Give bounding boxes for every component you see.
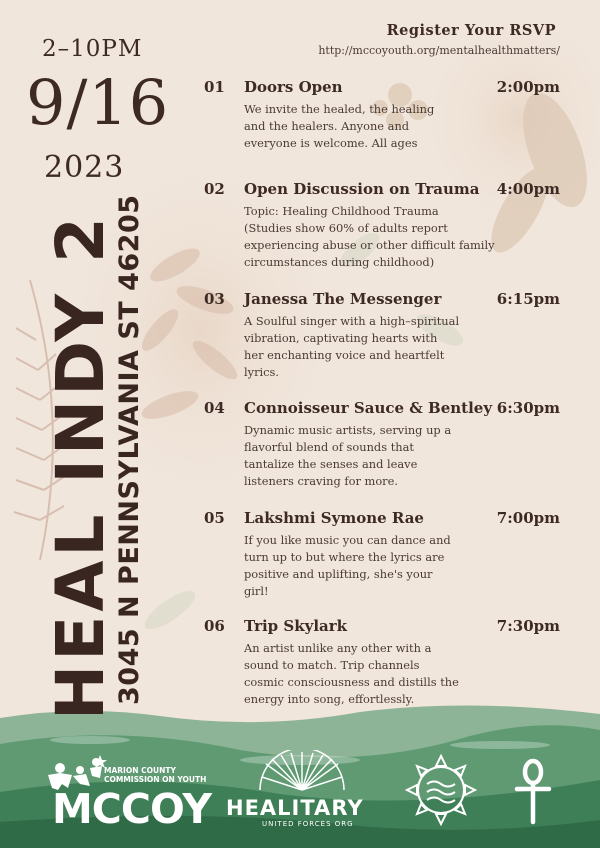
mccoy-subtitle: MARION COUNTY COMMISSION ON YOUTH (104, 766, 207, 784)
healitary-subtitle: UNITED FORCES ORG (262, 820, 354, 828)
schedule-number: 02 (204, 180, 225, 198)
healitary-logo-text: HEALITARY (226, 796, 364, 820)
schedule-time: 6:15pm (496, 290, 560, 308)
schedule-number: 06 (204, 617, 225, 635)
event-year: 2023 (44, 150, 125, 185)
schedule-description: Topic: Healing Childhood Trauma (Studies show 60% of adults report experiencing abuse or other difficult family circumstances during childhood) (244, 204, 495, 269)
schedule-name: Lakshmi Symone Rae (244, 509, 424, 527)
schedule-time: 7:30pm (496, 617, 560, 635)
healitary-sunburst-icon (260, 750, 344, 790)
schedule-time: 2:00pm (496, 78, 560, 96)
event-address: 3045 N PENNSYLVANIA ST 46205 (114, 194, 145, 705)
event-date: 9/16 (26, 66, 170, 139)
schedule-number: 03 (204, 290, 225, 308)
schedule-number: 05 (204, 509, 225, 527)
schedule-time: 7:00pm (496, 509, 560, 527)
schedule-description: If you like music you can dance and turn up to but where the lyrics are positive and uplifting, she's your girl! (244, 533, 451, 598)
schedule-name: Doors Open (244, 78, 343, 96)
rsvp-heading: Register Your RSVP (386, 22, 556, 39)
schedule-time: 6:30pm (496, 399, 560, 417)
ankh-icon (517, 761, 549, 822)
sun-water-emblem-icon (407, 756, 475, 824)
schedule-name: Connoisseur Sauce & Bentley (244, 399, 493, 417)
schedule-description: Dynamic music artists, serving up a flavorful blend of sounds that tantalize the senses and leave listeners craving for more. (244, 423, 452, 488)
schedule-time: 4:00pm (496, 180, 560, 198)
event-title: HEAL INDY 2 (42, 213, 119, 720)
schedule-description: A Soulful singer with a high–spiritual vibration, captivating hearts with her enchanting voice and heartfelt lyrics. (244, 314, 460, 379)
schedule-description: An artist unlike any other with a sound to match. Trip channels cosmic consciousness and distills the energy into song, effortlessly. (244, 641, 459, 706)
schedule-name: Trip Skylark (244, 617, 348, 635)
schedule-name: Janessa The Messenger (244, 290, 442, 308)
schedule-name: Open Discussion on Trauma (244, 180, 480, 198)
event-time-range: 2–10PM (42, 36, 143, 62)
schedule-number: 01 (204, 78, 225, 96)
rsvp-link[interactable]: http://mccoyouth.org/mentalhealthmatters/ (318, 44, 560, 57)
mccoy-logo-text: MCCOY (52, 785, 212, 833)
schedule-number: 04 (204, 399, 225, 417)
schedule-description: We invite the healed, the healing and the healers. Anyone and everyone is welcome. All ages (244, 102, 435, 150)
